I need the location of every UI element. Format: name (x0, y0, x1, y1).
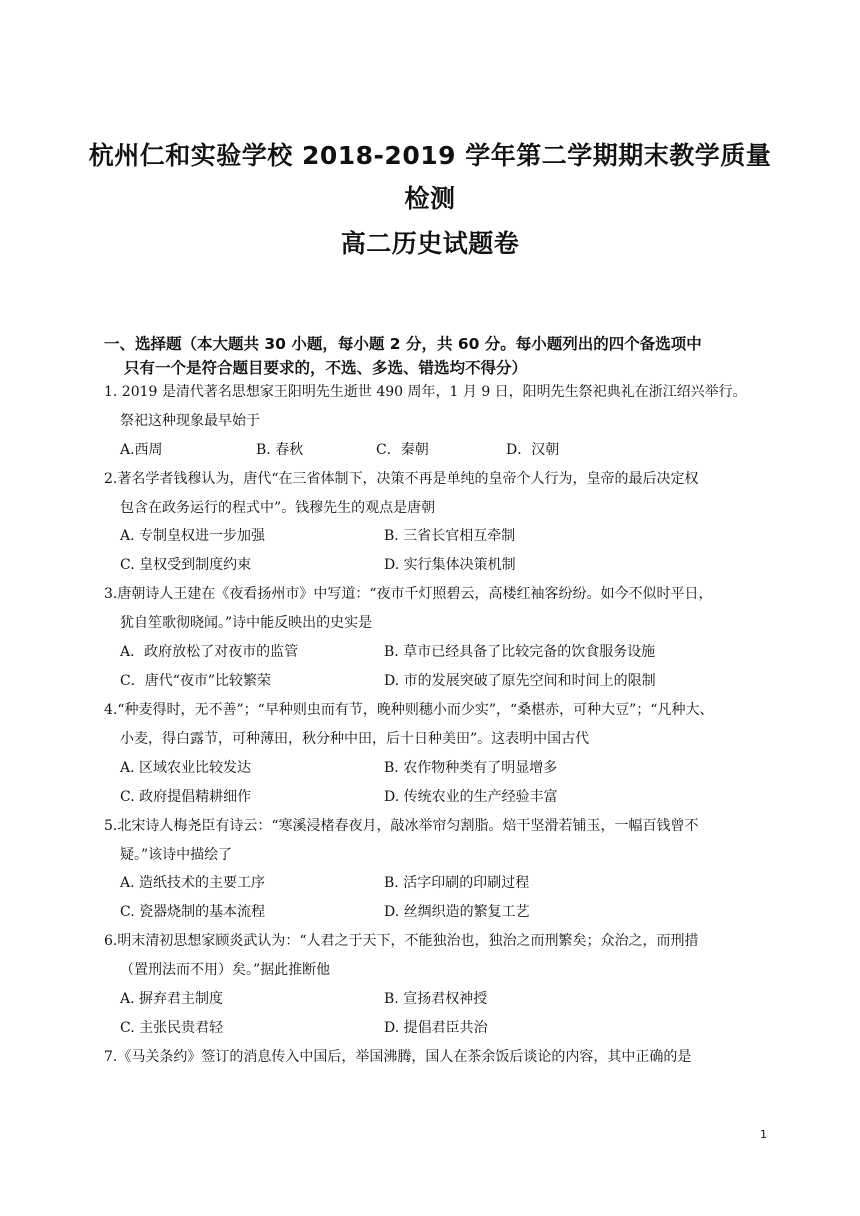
question-6-option-a[interactable]: A. 摒弃君主制度 (120, 991, 224, 1007)
question-3-option-c[interactable]: C．唐代“夜市”比较繁荣 (120, 673, 272, 689)
exam-title-line-2: 检测 (404, 184, 456, 213)
section-heading (104, 332, 764, 380)
question-1-stem-line-1: 1. 2019 是清代著名思想家王阳明先生逝世 490 周年，1 月 9 日，阳明先生祭祀典礼在浙江绍兴举行。 (104, 384, 747, 400)
exam-subtitle: 高二历史试题卷 (340, 229, 520, 258)
question-4-option-c[interactable]: C. 政府提倡精耕细作 (120, 789, 252, 805)
question-1 (104, 378, 764, 436)
question-3-option-d[interactable]: D. 市的发展突破了原先空间和时间上的限制 (384, 673, 656, 689)
question-1-option-b[interactable]: B. 春秋 (256, 442, 304, 458)
question-2-option-b[interactable]: B. 三省长官相互牵制 (384, 528, 516, 544)
section-heading-line-2: 只有一个是符合题目要求的，不选、多选、错选均不得分） (124, 359, 528, 377)
question-1-option-c[interactable]: C．秦朝 (376, 442, 429, 458)
question-5-stem-line-1: 5.北宋诗人梅尧臣有诗云：“寒溪浸楮春夜月，敲冰举帘匀割脂。焙干坚滑若铺玉，一幅百钱曾不 (104, 818, 699, 834)
question-6-stem-line-1: 6.明末清初思想家顾炎武认为：“人君之于天下，不能独治也，独治之而刑繁矣；众治之，而刑措 (104, 933, 699, 949)
question-1-option-a[interactable]: A.西周 (120, 442, 163, 458)
section-heading-line-1: 一、选择题（本大题共 30 小题，每小题 2 分，共 60 分。每小题列出的四个备选项中 (104, 335, 702, 353)
question-2-stem-line-2: 包含在政务运行的程式中”。钱穆先生的观点是唐朝 (120, 500, 436, 516)
question-2 (104, 465, 764, 523)
question-2-option-c[interactable]: C. 皇权受到制度约束 (120, 557, 252, 573)
question-6-stem-line-2: （置刑法而不用）矣。”据此推断他 (120, 962, 331, 978)
question-5-option-b[interactable]: B. 活字印刷的印刷过程 (384, 875, 530, 891)
question-4-option-b[interactable]: B. 农作物种类有了明显增多 (384, 760, 558, 776)
question-5-option-c[interactable]: C. 瓷器烧制的基本流程 (120, 904, 266, 920)
question-3-option-b[interactable]: B. 草市已经具备了比较完备的饮食服务设施 (384, 644, 656, 660)
question-6-option-b[interactable]: B. 宣扬君权神授 (384, 991, 488, 1007)
question-6-option-c[interactable]: C. 主张民贵君轻 (120, 1020, 224, 1036)
question-5-option-d[interactable]: D. 丝绸织造的繁复工艺 (384, 904, 530, 920)
question-5-option-a[interactable]: A. 造纸技术的主要工序 (120, 875, 266, 891)
question-4-stem-line-1: 4.“种麦得时，无不善”；“早种则虫而有节，晚种则穗小而少实”，“桑椹赤，可种大豆”；“凡种大、 (104, 702, 714, 718)
exam-title-line-1: 杭州仁和实验学校 2018-2019 学年第二学期期末教学质量 (88, 141, 772, 170)
question-7-stem-line-1: 7.《马关条约》签订的消息传入中国后，举国沸腾，国人在茶余饭后谈论的内容，其中正确的是 (104, 1049, 692, 1065)
question-4-option-d[interactable]: D. 传统农业的生产经验丰富 (384, 789, 558, 805)
question-3-option-a[interactable]: A．政府放松了对夜市的监管 (120, 644, 299, 660)
question-2-option-a[interactable]: A. 专制皇权进一步加强 (120, 528, 266, 544)
question-3 (104, 580, 764, 638)
question-4-stem-line-2: 小麦，得白露节，可种薄田，秋分种中田，后十日种美田”。这表明中国古代 (120, 731, 590, 747)
question-2-stem-line-1: 2.著名学者钱穆认为，唐代“在三省体制下，决策不再是单纯的皇帝个人行为，皇帝的最后决定权 (104, 471, 699, 487)
question-1-stem-line-2: 祭祀这种现象最早始于 (120, 413, 260, 429)
question-3-stem-line-2: 犹自笙歌彻晓闻。”诗中能反映出的史实是 (120, 615, 373, 631)
question-4-option-a[interactable]: A. 区域农业比较发达 (120, 760, 252, 776)
question-6-option-d[interactable]: D. 提倡君臣共治 (384, 1020, 488, 1036)
question-6 (104, 927, 764, 985)
question-4 (104, 696, 764, 754)
page-number: 1 (760, 1128, 767, 1141)
question-5 (104, 812, 764, 870)
question-7 (104, 1043, 764, 1072)
question-2-option-d[interactable]: D. 实行集体决策机制 (384, 557, 516, 573)
question-1-option-d[interactable]: D．汉朝 (506, 442, 560, 458)
question-3-stem-line-1: 3.唐朝诗人王建在《夜看扬州市》中写道：“夜市千灯照碧云，高楼红袖客纷纷。如今不似时平日， (104, 586, 713, 602)
question-5-stem-line-2: 疑。”该诗中描绘了 (120, 847, 233, 863)
